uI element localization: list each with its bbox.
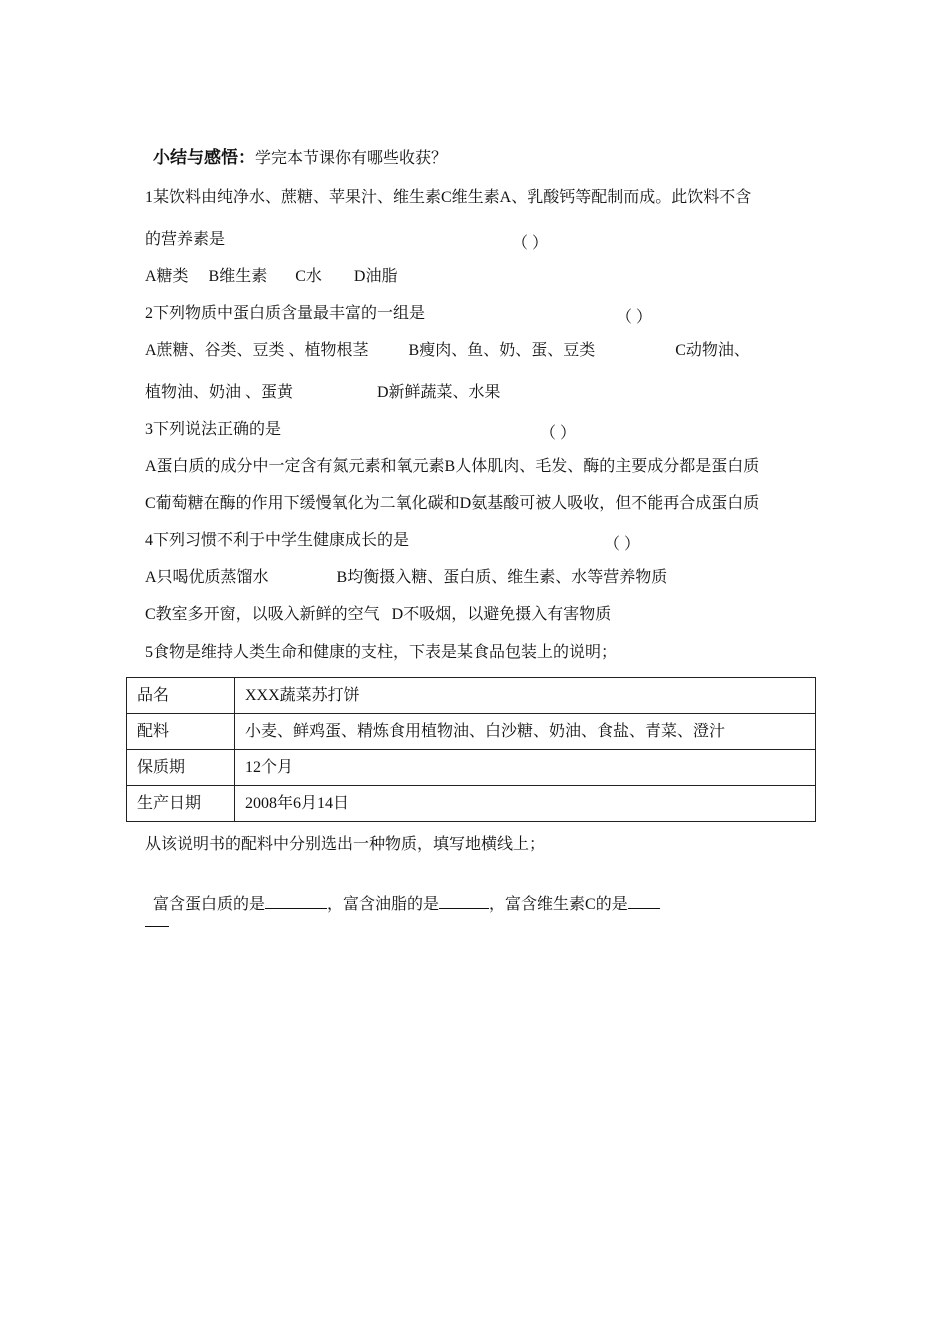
- q2-stem: 2下列物质中蛋白质含量最丰富的一组是: [145, 305, 426, 322]
- q1-line2: 的营养素是: [145, 231, 226, 248]
- table-value-production-date: 2008年6月14日: [235, 786, 816, 822]
- fill-vitc-blank[interactable]: [628, 892, 660, 909]
- q3-options-line1: A蛋白质的成分中一定含有氮元素和氧元素B人体肌肉、毛发、酶的主要成分都是蛋白质: [145, 458, 760, 475]
- table-row: [127, 714, 816, 750]
- food-label-table: [126, 677, 816, 822]
- q2-answer-bracket: （ ）: [616, 309, 653, 326]
- q4-options-line1: A只喝优质蒸馏水 B均衡摄入糖、蛋白质、维生素、水等营养物质: [145, 569, 668, 586]
- summary-heading: 小结与感悟：: [153, 148, 255, 167]
- fill-vitc-blank-continued[interactable]: [145, 910, 169, 927]
- table-value-name: XXX蔬菜苏打饼: [235, 678, 816, 714]
- fill-protein-blank[interactable]: [265, 892, 327, 909]
- table-value-shelf-life: 12个月: [235, 750, 816, 786]
- fill-fat-label: ，富含油脂的是: [327, 896, 440, 913]
- q4-stem: 4下列习惯不利于中学生健康成长的是: [145, 532, 410, 549]
- summary-line: [145, 128, 447, 169]
- table-row: [127, 678, 816, 714]
- q3-answer-bracket: （ ）: [540, 425, 577, 442]
- summary-prompt: 学完本节课你有哪些收获？: [255, 150, 448, 167]
- q5-fill-line: [145, 872, 660, 915]
- table-key-name: 品名: [127, 678, 235, 714]
- q4-options-line2: C教室多开窗，以吸入新鲜的空气 D不吸烟，以避免摄入有害物质: [145, 606, 612, 623]
- q1-answer-bracket: （ ）: [512, 235, 549, 252]
- q4-answer-bracket: （ ）: [604, 536, 641, 553]
- fill-vitc-label: ，富含维生素C的是: [489, 896, 628, 913]
- q2-options-line1: A蔗糖、谷类、豆类 、植物根茎 B瘦肉、鱼、奶、蛋、豆类 C动物油、: [145, 342, 750, 359]
- q1-line1: 1某饮料由纯净水、蔗糖、苹果汁、维生素C维生素A、乳酸钙等配制而成。此饮料不含: [145, 189, 752, 206]
- q5-instruction: 从该说明书的配料中分别选出一种物质，填写地横线上；: [145, 836, 546, 853]
- fill-protein-label: 富含蛋白质的是: [153, 896, 266, 913]
- q3-stem: 3下列说法正确的是: [145, 421, 282, 438]
- table-key-shelf-life: 保质期: [127, 750, 235, 786]
- table-row: [127, 750, 816, 786]
- table-row: [127, 786, 816, 822]
- q3-options-line2: C葡萄糖在酶的作用下缓慢氧化为二氧化碳和D氨基酸可被人吸收，但不能再合成蛋白质: [145, 495, 760, 512]
- table-key-production-date: 生产日期: [127, 786, 235, 822]
- q1-options: A糖类 B维生素 C水 D油脂: [145, 268, 398, 285]
- table-value-ingredients: 小麦、鲜鸡蛋、精炼食用植物油、白沙糖、奶油、食盐、青菜、澄汁: [235, 714, 816, 750]
- q2-options-line2: 植物油、奶油 、蛋黄 D新鲜蔬菜、水果: [145, 384, 501, 401]
- fill-fat-blank[interactable]: [439, 892, 489, 909]
- table-key-ingredients: 配料: [127, 714, 235, 750]
- q5-stem: 5食物是维持人类生命和健康的支柱，下表是某食品包装上的说明；: [145, 644, 618, 661]
